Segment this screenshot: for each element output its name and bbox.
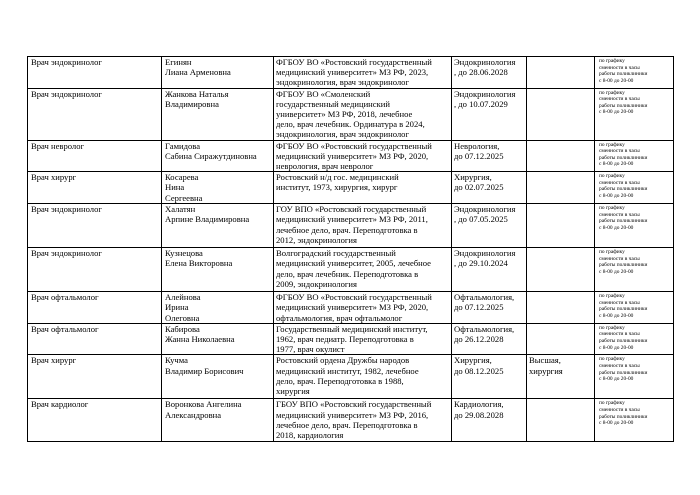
schedule-cell-line: с 8-00 до 20-00: [599, 225, 634, 232]
schedule-cell: [595, 292, 674, 324]
position-cell-text: Врач эндокринолог: [31, 204, 102, 215]
schedule-cell-line: с 8-00 до 20-00: [599, 344, 634, 351]
schedule-cell-line: по графику: [599, 173, 625, 180]
schedule-cell: [595, 355, 674, 399]
staff-table: [27, 56, 674, 442]
name-cell-line: Воронкова Ангелина: [165, 399, 242, 410]
education-cell-line: дело, врач лечебник. Ординатура в 2024,: [276, 119, 425, 130]
category-cell: [527, 292, 595, 324]
certificate-cell: [452, 88, 527, 140]
schedule-cell: [595, 204, 674, 248]
position-cell-text: Врач офтальмолог: [31, 292, 99, 303]
schedule-cell-line: работы поликлиники: [599, 413, 648, 420]
name-cell-line: Владимир Борисович: [165, 365, 244, 376]
schedule-cell-line: с 8-00 до 20-00: [599, 269, 634, 276]
certificate-cell-line: до 07.12.2025: [454, 150, 504, 161]
name-cell-line: Халатян: [165, 204, 196, 215]
name-cell: [162, 204, 274, 248]
category-cell-line: Высшая,: [529, 355, 561, 366]
schedule-cell-line: сменности в часы: [599, 148, 640, 155]
name-cell-line: Лиана Арменовна: [165, 67, 231, 78]
certificate-cell-line: до 29.08.2028: [454, 409, 504, 420]
education-cell-line: медицинский университет, 2005, лечебное: [276, 258, 431, 269]
schedule-cell-line: сменности в часы: [599, 407, 640, 414]
category-cell: [527, 57, 595, 89]
certificate-cell-line: Эндокринология: [454, 204, 516, 215]
schedule-cell-line: по графику: [599, 324, 625, 331]
education-cell-line: государственный медицинский: [276, 98, 390, 109]
schedule-cell-line: сменности в часы: [599, 96, 640, 103]
name-cell-line: Александровна: [165, 409, 222, 420]
schedule-cell-line: работы поликлиники: [599, 154, 648, 161]
position-cell: [28, 292, 162, 324]
table-row: [28, 88, 674, 140]
certificate-cell: [452, 355, 527, 399]
schedule-cell-line: сменности в часы: [599, 179, 640, 186]
name-cell: [162, 57, 274, 89]
schedule-cell: [595, 323, 674, 355]
name-cell: [162, 355, 274, 399]
education-cell-line: медицинский университет» МЗ РФ, 2023,: [276, 67, 429, 78]
schedule-cell-line: сменности в часы: [599, 211, 640, 218]
certificate-cell-line: Хирургия,: [454, 355, 492, 366]
name-cell: [162, 172, 274, 204]
schedule-cell: [595, 399, 674, 442]
education-cell-line: Государственный медицинский институт,: [276, 323, 428, 334]
schedule-cell: [595, 172, 674, 204]
education-cell-line: медицинский институт, 1982, лечебное: [276, 365, 419, 376]
schedule-cell-line: по графику: [599, 293, 625, 300]
position-cell: [28, 248, 162, 292]
table-row: [28, 292, 674, 324]
education-cell: [274, 172, 452, 204]
schedule-cell-line: сменности в часы: [599, 331, 640, 338]
position-cell-text: Врач эндокринолог: [31, 57, 102, 67]
education-cell-line: Ростовский ордена Дружбы народов: [276, 355, 410, 366]
education-cell-line: дело, врач лечебник. Переподготовка в: [276, 268, 419, 279]
schedule-cell-line: по графику: [599, 400, 625, 407]
name-cell-line: Алейнова: [165, 292, 201, 303]
name-cell-line: Олеговна: [165, 312, 200, 323]
category-cell: [527, 399, 595, 442]
category-cell: [527, 323, 595, 355]
schedule-cell-line: по графику: [599, 205, 625, 212]
education-cell-line: 2009, эндокринология: [276, 278, 357, 289]
education-cell: [274, 323, 452, 355]
education-cell-line: 1977, врач окулист: [276, 344, 345, 355]
education-cell-line: дело, врач. Переподготовка в 1988,: [276, 375, 404, 386]
position-cell: [28, 355, 162, 399]
position-cell: [28, 172, 162, 204]
schedule-cell-line: с 8-00 до 20-00: [599, 109, 634, 116]
name-cell-line: Нина: [165, 182, 185, 193]
table-row: [28, 140, 674, 172]
certificate-cell-line: , до 10.07.2029: [454, 98, 508, 109]
schedule-cell-line: по графику: [599, 58, 625, 64]
certificate-cell-line: Кардиология,: [454, 399, 504, 410]
certificate-cell-line: Офтальмология,: [454, 323, 515, 334]
education-cell-line: неврология, врач невролог: [276, 161, 374, 172]
certificate-cell-line: , до 28.06.2028: [454, 67, 508, 78]
schedule-cell-line: работы поликлиники: [599, 218, 648, 225]
schedule-cell-line: с 8-00 до 20-00: [599, 161, 634, 168]
category-cell: [527, 140, 595, 172]
name-cell-line: Кучма: [165, 355, 188, 366]
certificate-cell-line: Эндокринология: [454, 88, 516, 99]
name-cell-line: Косарева: [165, 172, 199, 183]
name-cell-line: Егинян: [165, 57, 192, 67]
certificate-cell-line: Эндокринология: [454, 57, 516, 67]
category-cell: [527, 88, 595, 140]
certificate-cell: [452, 57, 527, 89]
position-cell-text: Врач кардиолог: [31, 399, 89, 410]
category-cell: [527, 355, 595, 399]
education-cell-line: 2012, эндокринология: [276, 234, 357, 245]
education-cell: [274, 140, 452, 172]
certificate-cell-line: до 07.12.2025: [454, 302, 504, 313]
education-cell-line: ФГБОУ ВО «Ростовский государственный: [276, 292, 432, 303]
certificate-cell-line: Неврология,: [454, 140, 500, 151]
education-cell: [274, 248, 452, 292]
education-cell-line: ФГБОУ ВО «Ростовский государственный: [276, 140, 432, 151]
schedule-cell: [595, 57, 674, 89]
education-cell-line: институт, 1973, хирургия, хирург: [276, 182, 398, 193]
staff-table-body: [28, 57, 674, 442]
table-row: [28, 323, 674, 355]
schedule-cell-line: по графику: [599, 356, 625, 363]
table-row: [28, 57, 674, 89]
schedule-cell-line: работы поликлиники: [599, 369, 648, 376]
education-cell: [274, 88, 452, 140]
schedule-cell-line: работы поликлиники: [599, 186, 648, 193]
schedule-cell-line: с 8-00 до 20-00: [599, 77, 634, 84]
schedule-cell: [595, 140, 674, 172]
schedule-cell: [595, 248, 674, 292]
position-cell-text: Врач хирург: [31, 172, 77, 183]
certificate-cell-line: до 08.12.2025: [454, 365, 504, 376]
education-cell-line: ФГБОУ ВО «Ростовский государственный: [276, 57, 432, 67]
education-cell-line: лечебное дело, врач. Переподготовка в: [276, 419, 418, 430]
education-cell-line: медицинский университет» МЗ РФ, 2011,: [276, 214, 428, 225]
position-cell: [28, 57, 162, 89]
education-cell-line: медицинский университет» МЗ РФ, 2020,: [276, 150, 429, 161]
education-cell-line: офтальмология, врач офтальмолог: [276, 312, 403, 323]
name-cell: [162, 88, 274, 140]
position-cell: [28, 88, 162, 140]
schedule-cell-line: по графику: [599, 141, 625, 148]
category-cell: [527, 248, 595, 292]
certificate-cell: [452, 204, 527, 248]
table-row: [28, 399, 674, 442]
schedule-cell-line: сменности в часы: [599, 64, 640, 71]
name-cell-line: Елена Викторовна: [165, 258, 233, 269]
name-cell-line: Сергеевна: [165, 192, 203, 203]
schedule-cell-line: работы поликлиники: [599, 102, 648, 109]
certificate-cell: [452, 172, 527, 204]
certificate-cell: [452, 248, 527, 292]
schedule-cell-line: сменности в часы: [599, 299, 640, 306]
name-cell-line: Кабирова: [165, 323, 200, 334]
schedule-cell-line: работы поликлиники: [599, 338, 648, 345]
name-cell-line: Сабина Сиражутдиновна: [165, 150, 257, 161]
schedule-cell-line: по графику: [599, 89, 625, 96]
education-cell-line: хирургия: [276, 386, 310, 397]
name-cell-line: Жанкова Наталья: [165, 88, 229, 99]
schedule-cell-line: с 8-00 до 20-00: [599, 193, 634, 200]
education-cell-line: медицинский университет» МЗ РФ, 2016,: [276, 409, 429, 420]
position-cell-text: Врач невролог: [31, 140, 85, 151]
position-cell: [28, 399, 162, 442]
certificate-cell-line: Офтальмология,: [454, 292, 515, 303]
name-cell-line: Гамидова: [165, 140, 201, 151]
position-cell-text: Врач офтальмолог: [31, 323, 99, 334]
schedule-cell-line: работы поликлиники: [599, 306, 648, 313]
education-cell-line: лечебное дело, врач. Переподготовка в: [276, 224, 418, 235]
position-cell: [28, 140, 162, 172]
education-cell-line: 2018, кардиология: [276, 430, 344, 441]
schedule-cell-line: сменности в часы: [599, 255, 640, 262]
education-cell: [274, 57, 452, 89]
education-cell-line: ФГБОУ ВО «Смоленский: [276, 88, 371, 99]
education-cell-line: эндокринология, врач эндокринолог: [276, 129, 409, 140]
certificate-cell-line: Эндокринология: [454, 248, 516, 259]
position-cell-text: Врач эндокринолог: [31, 248, 102, 259]
table-row: [28, 248, 674, 292]
certificate-cell-line: , до 29.10.2024: [454, 258, 508, 269]
certificate-cell-line: , до 07.05.2025: [454, 214, 508, 225]
table-row: [28, 355, 674, 399]
name-cell-line: Владимировна: [165, 98, 219, 109]
table-row: [28, 172, 674, 204]
name-cell: [162, 323, 274, 355]
schedule-cell-line: по графику: [599, 249, 625, 256]
name-cell-line: Кузнецова: [165, 248, 203, 259]
schedule-cell-line: сменности в часы: [599, 363, 640, 370]
table-row: [28, 204, 674, 248]
education-cell: [274, 204, 452, 248]
position-cell-text: Врач эндокринолог: [31, 88, 102, 99]
certificate-cell: [452, 323, 527, 355]
education-cell-line: ГОУ ВПО «Ростовский государственный: [276, 204, 427, 215]
education-cell-line: Волгоградский государственный: [276, 248, 396, 259]
schedule-cell-line: с 8-00 до 20-00: [599, 420, 634, 427]
education-cell: [274, 292, 452, 324]
name-cell: [162, 292, 274, 324]
certificate-cell-line: до 02.07.2025: [454, 182, 504, 193]
education-cell-line: университет» МЗ РФ, 2018, лечебное: [276, 109, 413, 120]
education-cell: [274, 399, 452, 442]
category-cell: [527, 204, 595, 248]
name-cell-line: Арпине Владимировна: [165, 214, 250, 225]
position-cell: [28, 323, 162, 355]
education-cell-line: Ростовский н/д гос. медицинский: [276, 172, 399, 183]
name-cell: [162, 399, 274, 442]
education-cell: [274, 355, 452, 399]
name-cell-line: Жанна Николаевна: [165, 334, 235, 345]
schedule-cell-line: с 8-00 до 20-00: [599, 376, 634, 383]
schedule-cell-line: работы поликлиники: [599, 262, 648, 269]
certificate-cell: [452, 399, 527, 442]
certificate-cell: [452, 292, 527, 324]
certificate-cell-line: до 26.12.2028: [454, 334, 504, 345]
name-cell: [162, 140, 274, 172]
education-cell-line: медицинский университет» МЗ РФ, 2020,: [276, 302, 429, 313]
position-cell-text: Врач хирург: [31, 355, 77, 366]
education-cell-line: ГБОУ ВПО «Ростовский государственный: [276, 399, 432, 410]
education-cell-line: эндокринология, врач эндокринолог: [276, 77, 409, 88]
schedule-cell-line: с 8-00 до 20-00: [599, 313, 634, 320]
name-cell: [162, 248, 274, 292]
category-cell: [527, 172, 595, 204]
name-cell-line: Ирина: [165, 302, 189, 313]
schedule-cell: [595, 88, 674, 140]
position-cell: [28, 204, 162, 248]
certificate-cell-line: Хирургия,: [454, 172, 492, 183]
category-cell-line: хирургия: [529, 365, 563, 376]
education-cell-line: 1962, врач педиатр. Переподготовка в: [276, 334, 414, 345]
certificate-cell: [452, 140, 527, 172]
schedule-cell-line: работы поликлиники: [599, 71, 648, 78]
